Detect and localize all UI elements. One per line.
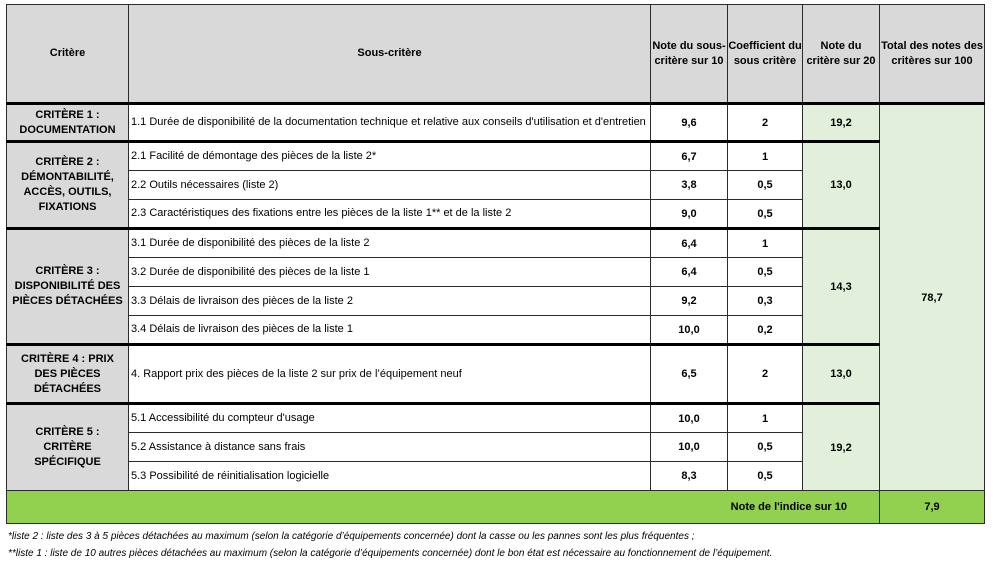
subcriterion-1-1: 1.1 Durée de disponibilité de la documentation technique et relative aux conseils d'utilisation et d'entretien xyxy=(129,104,651,142)
footnote-liste-1: **liste 1 : liste de 10 autres pièces détachées au maximum (selon la catégorie d’équipements concernée) dont le bon état est nécessaire au fonctionnement de l’équipement. xyxy=(8,548,773,559)
note-3-1: 6,4 xyxy=(651,229,728,258)
coef-2-2: 0,5 xyxy=(728,171,803,200)
subcriterion-3-2: 3.2 Durée de disponibilité des pièces de la liste 1 xyxy=(129,258,651,287)
total-score-100: 78,7 xyxy=(880,104,985,491)
criterion-5-label: CRITÈRE 5 : CRITÈRE SPÉCIFIQUE xyxy=(7,404,129,491)
coef-3-3: 0,3 xyxy=(728,287,803,316)
note-3-3: 9,2 xyxy=(651,287,728,316)
criterion-3-label: CRITÈRE 3 : DISPONIBILITÉ DES PIÈCES DÉTACHÉES xyxy=(7,229,129,345)
note-2-1: 6,7 xyxy=(651,142,728,171)
subcriterion-2-3: 2.3 Caractéristiques des fixations entre les pièces de la liste 1** et de la liste 2 xyxy=(129,200,651,229)
coef-3-1: 1 xyxy=(728,229,803,258)
coef-5-1: 1 xyxy=(728,404,803,433)
header-note-sous-critere: Note du sous-critère sur 10 xyxy=(651,5,728,104)
criterion-5-score: 19,2 xyxy=(803,404,880,491)
criterion-4-score: 13,0 xyxy=(803,345,880,404)
header-note-critere: Note du critère sur 20 xyxy=(803,5,880,104)
subcriterion-4: 4. Rapport prix des pièces de la liste 2 sur prix de l’équipement neuf xyxy=(129,345,651,404)
coef-4: 2 xyxy=(728,345,803,404)
subcriterion-5-2: 5.2 Assistance à distance sans frais xyxy=(129,433,651,462)
note-3-2: 6,4 xyxy=(651,258,728,287)
criterion-1-score: 19,2 xyxy=(803,104,880,142)
header-total: Total des notes des critères sur 100 xyxy=(880,5,985,104)
final-score-label: Note de l'indice sur 10 xyxy=(7,491,880,524)
repairability-index-table xyxy=(6,4,985,524)
final-score-value: 7,9 xyxy=(880,491,985,524)
criterion-2-label: CRITÈRE 2 : DÉMONTABILITÉ, ACCÈS, OUTILS, FIXATIONS xyxy=(7,142,129,229)
coef-5-2: 0,5 xyxy=(728,433,803,462)
note-4: 6,5 xyxy=(651,345,728,404)
criterion-3-score: 14,3 xyxy=(803,229,880,345)
coef-5-3: 0,5 xyxy=(728,462,803,491)
note-2-2: 3,8 xyxy=(651,171,728,200)
note-5-3: 8,3 xyxy=(651,462,728,491)
subcriterion-3-1: 3.1 Durée de disponibilité des pièces de la liste 2 xyxy=(129,229,651,258)
subcriterion-5-3: 5.3 Possibilité de réinitialisation logicielle xyxy=(129,462,651,491)
subcriterion-2-2: 2.2 Outils nécessaires (liste 2) xyxy=(129,171,651,200)
coef-1-1: 2 xyxy=(728,104,803,142)
header-sous-critere: Sous-critère xyxy=(129,5,651,104)
criterion-1-label: CRITÈRE 1 : DOCUMENTATION xyxy=(7,104,129,142)
coef-2-3: 0,5 xyxy=(728,200,803,229)
coef-3-4: 0,2 xyxy=(728,316,803,345)
subcriterion-5-1: 5.1 Accessibilité du compteur d'usage xyxy=(129,404,651,433)
footnote-liste-2: *liste 2 : liste des 3 à 5 pièces détachées au maximum (selon la catégorie d’équipements concernée) dont la casse ou les pannes sont les plus fréquentes ; xyxy=(8,531,695,542)
coef-3-2: 0,5 xyxy=(728,258,803,287)
note-2-3: 9,0 xyxy=(651,200,728,229)
coef-2-1: 1 xyxy=(728,142,803,171)
note-1-1: 9,6 xyxy=(651,104,728,142)
note-3-4: 10,0 xyxy=(651,316,728,345)
criterion-2-score: 13,0 xyxy=(803,142,880,229)
criterion-4-label: CRITÈRE 4 : PRIX DES PIÈCES DÉTACHÉES xyxy=(7,345,129,404)
subcriterion-2-1: 2.1 Facilité de démontage des pièces de la liste 2* xyxy=(129,142,651,171)
subcriterion-3-4: 3.4 Délais de livraison des pièces de la liste 1 xyxy=(129,316,651,345)
subcriterion-3-3: 3.3 Délais de livraison des pièces de la liste 2 xyxy=(129,287,651,316)
note-5-2: 10,0 xyxy=(651,433,728,462)
note-5-1: 10,0 xyxy=(651,404,728,433)
header-critere: Critère xyxy=(7,5,129,104)
header-coefficient: Coefficient du sous critère xyxy=(728,5,803,104)
